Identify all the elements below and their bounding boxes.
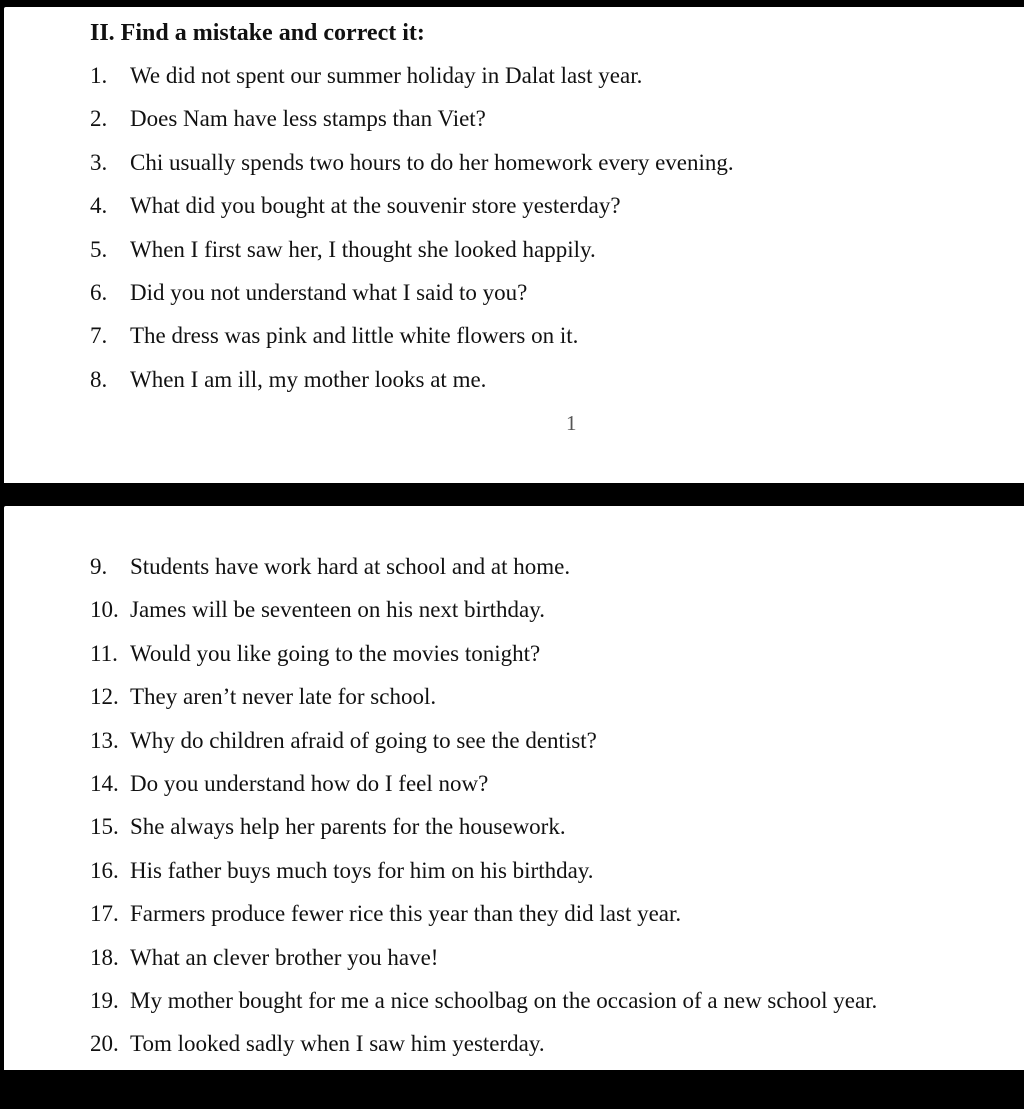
item-sentence: Do you understand how do I feel now? <box>130 770 489 796</box>
item-sentence: Why do children afraid of going to see the dentist? <box>130 727 597 753</box>
item-number: 9. <box>90 554 108 579</box>
item-number: 14. <box>90 770 119 796</box>
item-sentence: She always help her parents for the housework. <box>130 814 566 840</box>
document-page-1 <box>4 7 1024 483</box>
item-number: 6. <box>90 279 108 305</box>
item-sentence: His father buys much toys for him on his birthday. <box>130 857 594 883</box>
exercise-item <box>90 813 877 856</box>
item-sentence: Farmers produce fewer rice this year than they did last year. <box>130 901 682 927</box>
item-number: 19. <box>90 987 119 1013</box>
item-number: 13. <box>90 727 119 753</box>
exercise-item <box>90 322 734 365</box>
item-sentence: What an clever brother you have! <box>130 944 439 970</box>
item-sentence: The dress was pink and little white flowers on it. <box>130 323 579 349</box>
item-number: 17. <box>90 901 119 927</box>
section-heading: II. Find a mistake and correct it: <box>90 20 425 46</box>
exercise-list-part-2 <box>90 553 877 1074</box>
item-sentence: Does Nam have less stamps than Viet? <box>130 106 486 132</box>
exercise-item <box>90 1030 877 1073</box>
exercise-item <box>90 553 877 596</box>
item-number: 4. <box>90 193 108 219</box>
item-sentence: Tom looked sadly when I saw him yesterday. <box>130 1031 545 1057</box>
exercise-item <box>90 900 877 943</box>
exercise-item <box>90 857 877 900</box>
item-sentence: Chi usually spends two hours to do her homework every evening. <box>130 149 734 175</box>
item-number: 10. <box>90 597 119 623</box>
item-number: 1. <box>90 63 108 88</box>
item-number: 11. <box>90 640 118 666</box>
exercise-list-part-1 <box>90 62 734 409</box>
exercise-item <box>90 727 877 770</box>
item-sentence: We did not spent our summer holiday in Dalat last year. <box>130 63 643 88</box>
item-sentence: When I am ill, my mother looks at me. <box>130 366 487 392</box>
item-sentence: Students have work hard at school and at home. <box>130 554 571 579</box>
item-sentence: Did you not understand what I said to you? <box>130 279 528 305</box>
exercise-item <box>90 596 877 639</box>
exercise-item <box>90 279 734 322</box>
exercise-item <box>90 366 734 409</box>
exercise-item <box>90 105 734 148</box>
item-number: 16. <box>90 857 119 883</box>
exercise-item <box>90 149 734 192</box>
exercise-item <box>90 62 734 105</box>
item-number: 12. <box>90 684 119 710</box>
exercise-item <box>90 770 877 813</box>
item-number: 8. <box>90 366 108 392</box>
item-sentence: James will be seventeen on his next birthday. <box>130 597 545 623</box>
exercise-item <box>90 683 877 726</box>
item-number: 2. <box>90 106 108 132</box>
item-sentence: What did you bought at the souvenir store yesterday? <box>130 193 621 219</box>
item-sentence: They aren’t never late for school. <box>130 684 437 710</box>
item-sentence: My mother bought for me a nice schoolbag on the occasion of a new school year. <box>130 987 878 1013</box>
document-page-2 <box>4 506 1024 1070</box>
item-sentence: Would you like going to the movies tonight? <box>130 640 541 666</box>
item-number: 5. <box>90 236 108 262</box>
exercise-item <box>90 192 734 235</box>
item-number: 3. <box>90 149 108 175</box>
item-number: 15. <box>90 814 119 840</box>
exercise-item <box>90 236 734 279</box>
item-sentence: When I first saw her, I thought she looked happily. <box>130 236 596 262</box>
item-number: 18. <box>90 944 119 970</box>
exercise-item <box>90 944 877 987</box>
item-number: 20. <box>90 1031 119 1057</box>
page-number: 1 <box>566 411 577 435</box>
exercise-item <box>90 640 877 683</box>
exercise-item <box>90 987 877 1030</box>
item-number: 7. <box>90 323 108 349</box>
